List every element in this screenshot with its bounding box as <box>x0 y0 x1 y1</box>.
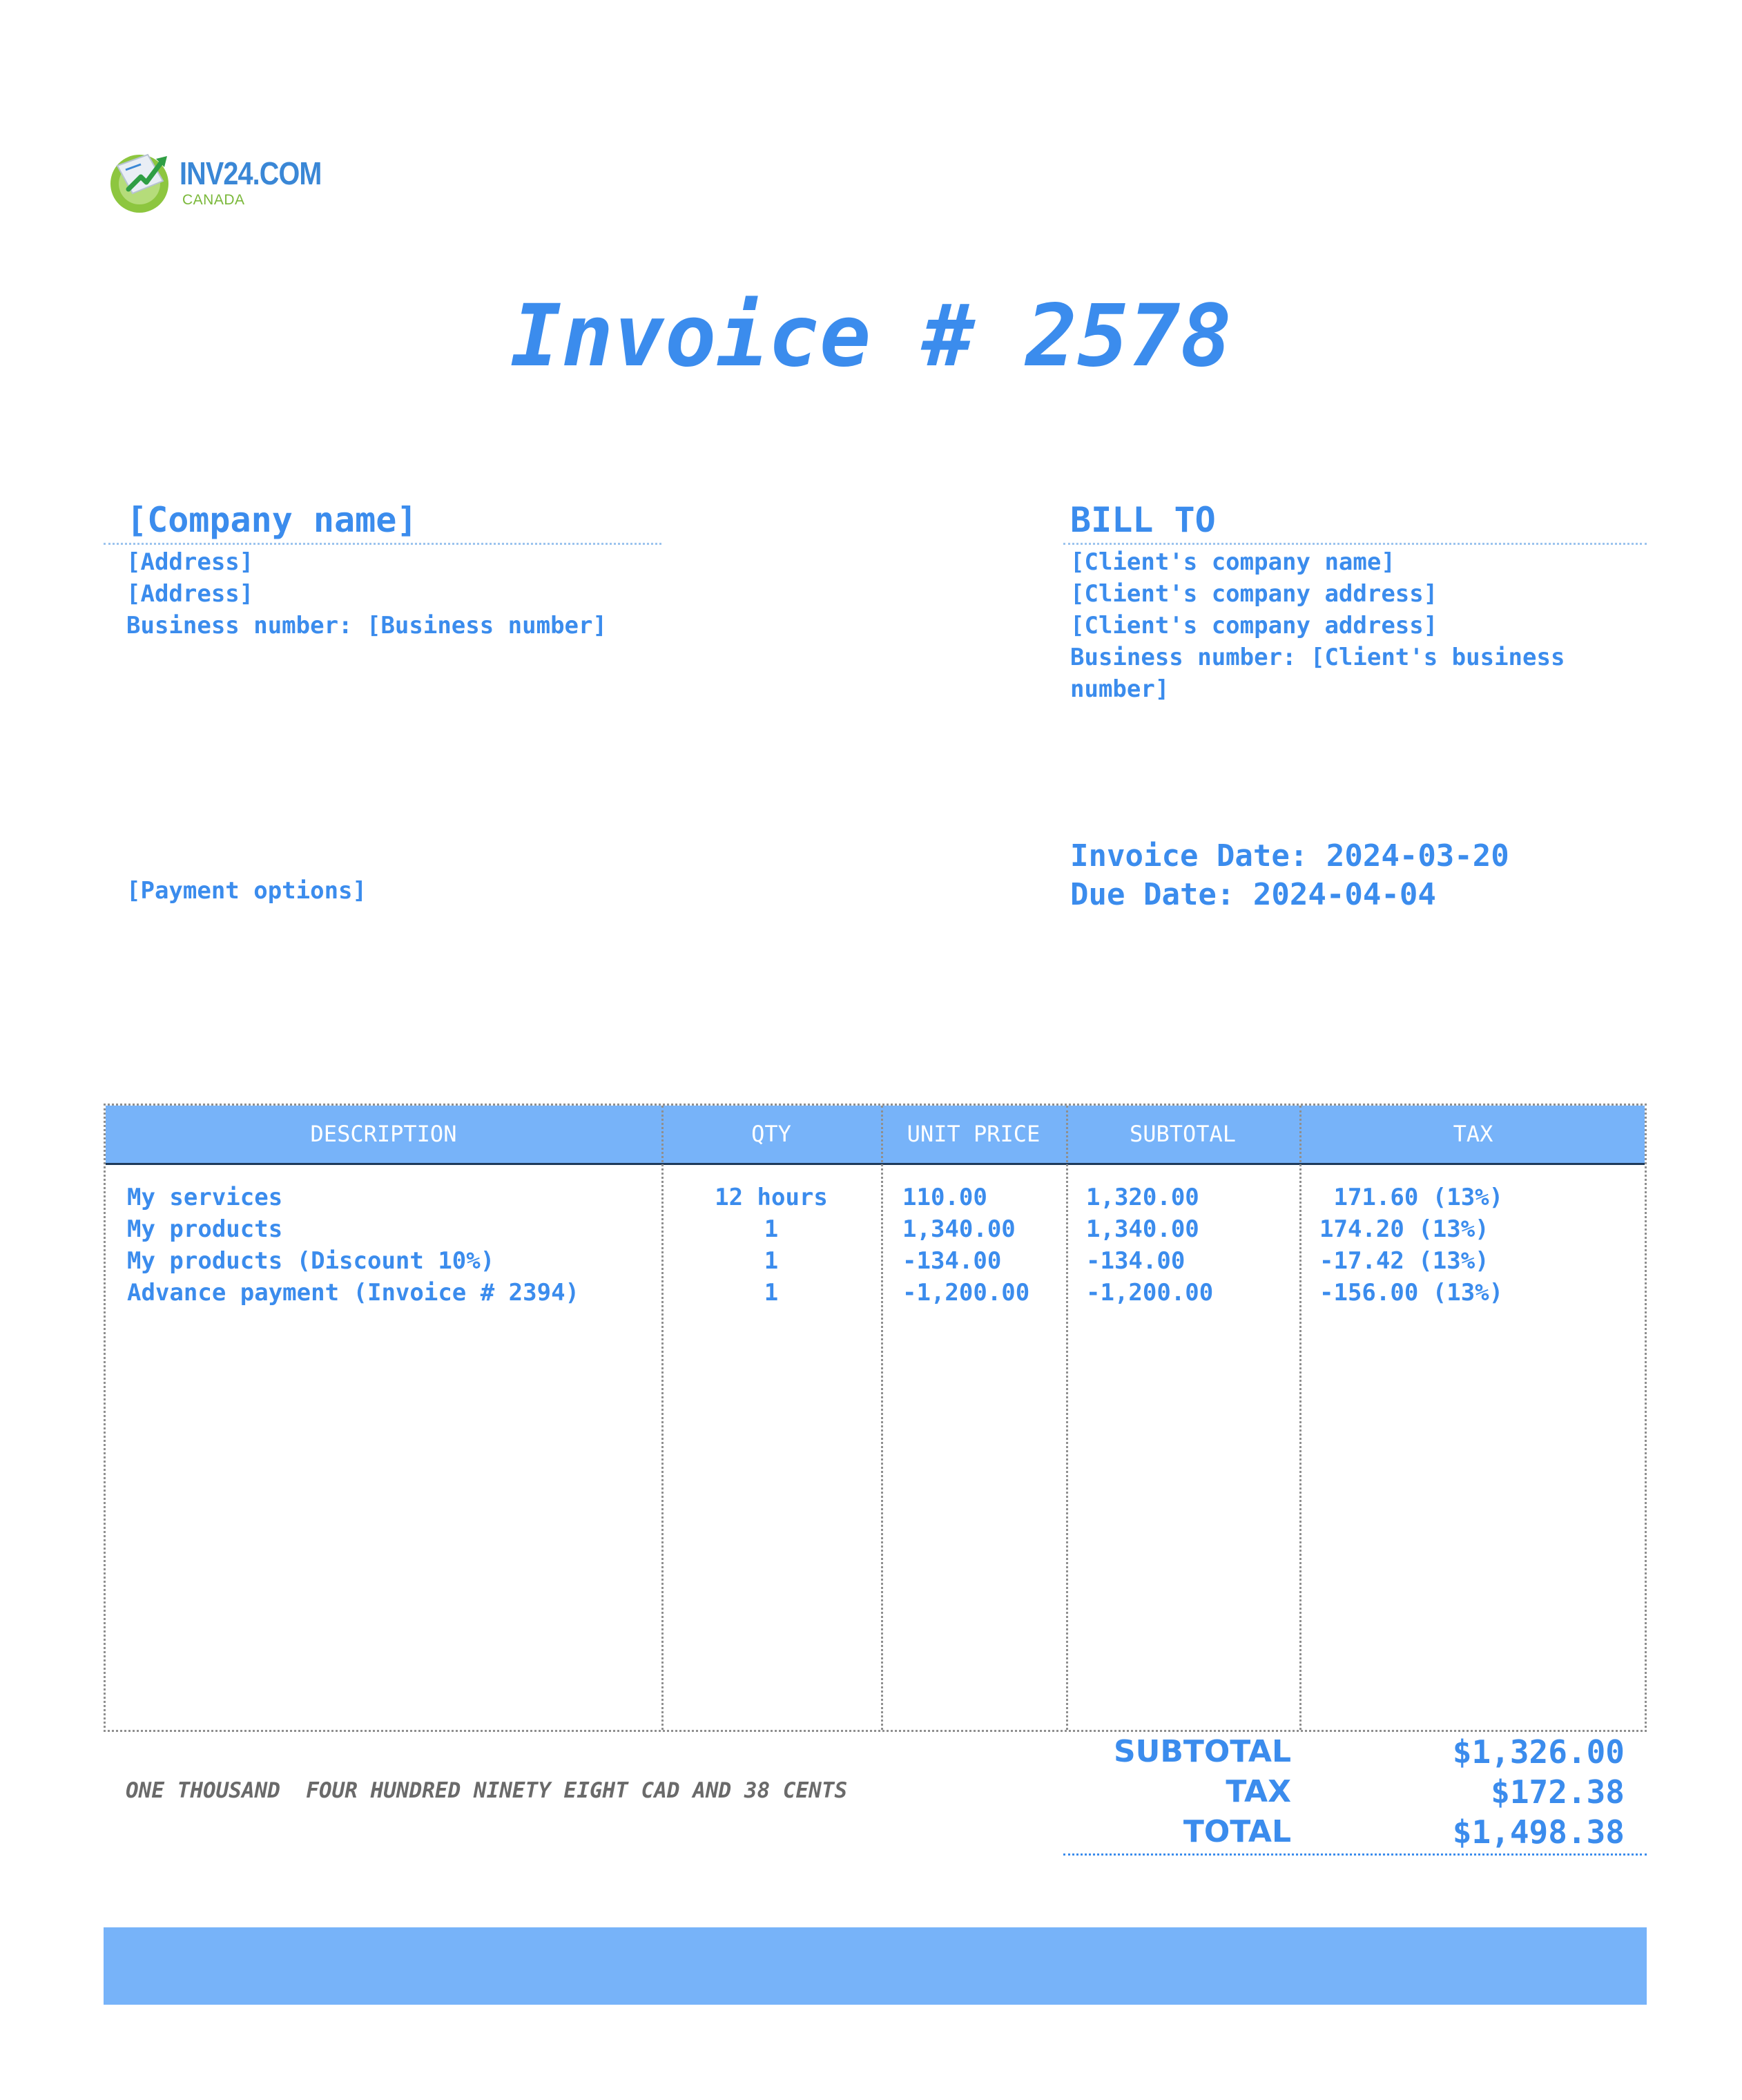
row-description: My services <box>127 1184 283 1211</box>
total-value: $1,498.38 <box>1452 1813 1625 1851</box>
column-header-description: DESCRIPTION <box>310 1121 457 1147</box>
column-header-unit-price: UNIT PRICE <box>907 1121 1041 1147</box>
subtotal-row <box>1063 1732 1647 1772</box>
column-header-tax: TAX <box>1453 1121 1493 1147</box>
row-qty: 1 <box>764 1215 779 1243</box>
row-subtotal: 1,320.00 <box>1086 1184 1199 1211</box>
tax-row <box>1063 1772 1647 1812</box>
invoice-dates <box>1070 837 1509 914</box>
row-unit-price: 110.00 <box>902 1184 987 1211</box>
tax-label: TAX <box>1226 1774 1291 1809</box>
row-unit-price: 1,340.00 <box>902 1215 1016 1243</box>
company-logo <box>105 145 326 214</box>
due-date: Due Date: 2024-04-04 <box>1070 877 1436 912</box>
payment-options: [Payment options] <box>126 877 367 905</box>
row-tax: -17.42 (13%) <box>1319 1247 1489 1275</box>
subtotal-label: SUBTOTAL <box>1113 1734 1291 1769</box>
seller-company-name: [Company name] <box>104 497 661 545</box>
bill-to-heading: BILL TO <box>1063 497 1647 545</box>
row-description: My products <box>127 1215 283 1243</box>
line-items-table <box>104 1104 1647 1732</box>
column-header-qty: QTY <box>751 1121 791 1147</box>
row-qty: 12 hours <box>715 1184 828 1211</box>
column-header-subtotal: SUBTOTAL <box>1129 1121 1237 1147</box>
total-label: TOTAL <box>1183 1814 1291 1849</box>
seller-business-number: Business number: [Business number] <box>126 612 607 639</box>
row-unit-price: -134.00 <box>902 1247 1002 1275</box>
row-description: Advance payment (Invoice # 2394) <box>127 1279 580 1307</box>
table-row <box>106 1213 1645 1245</box>
row-tax: 171.60 (13%) <box>1319 1184 1504 1211</box>
invoice-date: Invoice Date: 2024-03-20 <box>1070 838 1509 874</box>
tax-value: $172.38 <box>1491 1773 1625 1811</box>
logo-subtitle: CANADA <box>182 192 245 208</box>
logo-name: INV24.COM <box>180 155 322 191</box>
totals-divider <box>1063 1853 1647 1856</box>
document-growth-arrow-icon <box>105 145 174 214</box>
client-company-name: [Client's company name] <box>1070 548 1395 576</box>
table-row <box>106 1245 1645 1277</box>
table-header <box>106 1106 1645 1165</box>
client-address-line: [Client's company address] <box>1070 580 1438 608</box>
amount-in-words: ONE THOUSAND FOUR HUNDRED NINETY EIGHT CAD AND 38 CENTS <box>126 1778 848 1803</box>
seller-address-line: [Address] <box>126 580 254 608</box>
row-subtotal: 1,340.00 <box>1086 1215 1199 1243</box>
subtotal-value: $1,326.00 <box>1452 1733 1625 1771</box>
row-qty: 1 <box>764 1279 779 1307</box>
client-address-line: [Client's company address] <box>1070 612 1438 639</box>
row-tax: -156.00 (13%) <box>1319 1279 1504 1307</box>
seller-block <box>104 497 661 642</box>
row-subtotal: -134.00 <box>1086 1247 1185 1275</box>
footer-bar <box>104 1927 1647 2005</box>
total-row <box>1063 1812 1647 1852</box>
bill-to-block <box>1063 497 1647 705</box>
row-description: My products (Discount 10%) <box>127 1247 495 1275</box>
table-row <box>106 1277 1645 1309</box>
table-row <box>106 1182 1645 1213</box>
client-business-number: Business number: [Client's business number] <box>1070 644 1565 703</box>
row-qty: 1 <box>764 1247 779 1275</box>
invoice-title: Invoice # 2578 <box>510 287 1232 386</box>
seller-address-line: [Address] <box>126 548 254 576</box>
row-subtotal: -1,200.00 <box>1086 1279 1214 1307</box>
row-tax: 174.20 (13%) <box>1319 1215 1489 1243</box>
row-unit-price: -1,200.00 <box>902 1279 1030 1307</box>
totals-block <box>1063 1732 1647 1852</box>
